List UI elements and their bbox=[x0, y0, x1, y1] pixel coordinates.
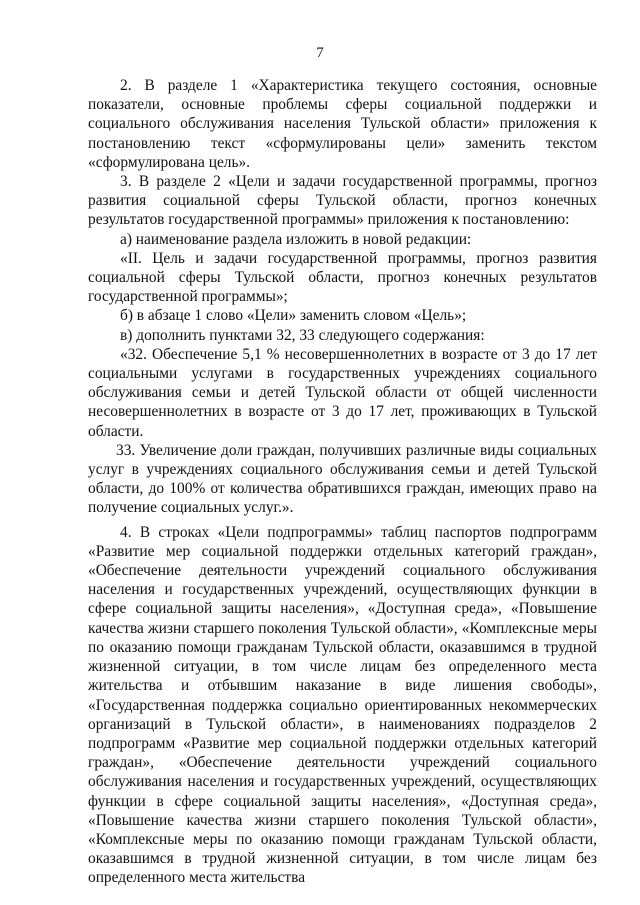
paragraph-point-32: «32. Обеспечение 5,1 % несовершеннолетних в возрасте от 3 до 17 лет социальными услугами в государственных учреждениях социального обслуживания семьи и детей Тульской области от общей численности несовершеннолетних в возрасте от 3 до 17 лет, проживающих в Тульской области. bbox=[88, 345, 597, 440]
paragraph-item-4: 4. В строках «Цели подпрограммы» таблиц паспортов подпрограмм «Развитие мер социальной поддержки отдельных категорий граждан», «Обеспечение деятельности учреждений социального обслуживания населения и государственных учреждений, осуществляющих функции в сфере социальной защиты населения», «Доступная среда», «Повышение качества жизни старшего поколения Тульской области», «Комплексные меры по оказанию помощи гражданам Тульской области, оказавшимся в трудной жизненной ситуации, в том числе лицам без определенного места жительства и отбывшим наказание в виде лишения свободы», «Государственная поддержка социально ориентированных некоммерческих организаций в Тульской области», в наименованиях подразделов 2 подпрограмм «Развитие мер социальной поддержки отдельных категорий граждан», «Обеспечение деятельности учреждений социального обслуживания населения и государственных учреждений, осуществляющих функции в сфере социальной защиты населения», «Доступная среда», «Повышение качества жизни старшего поколения Тульской области», «Комплексные меры по оказанию помощи гражданам Тульской области, оказавшимся в трудной жизненной ситуации, в том числе лицам без определенного места жительства bbox=[88, 523, 597, 887]
page-number: 7 bbox=[316, 45, 324, 61]
paragraph-new-title: «II. Цель и задачи государственной программы, прогноз развития социальной сферы Тульской области, прогноз конечных результатов государственной программы»; bbox=[88, 249, 597, 306]
paragraph-subitem-a: а) наименование раздела изложить в новой редакции: bbox=[120, 230, 472, 248]
document-body bbox=[88, 76, 597, 888]
paragraph-item-3: 3. В разделе 2 «Цели и задачи государственной программы, прогноз развития социальной сферы Тульской области, прогноз конечных результатов государственной программы» приложения к постановлению: bbox=[88, 173, 597, 229]
paragraph-subitem-v: в) дополнить пунктами 32, 33 следующего содержания: bbox=[120, 326, 485, 344]
paragraph-item-2: 2. В разделе 1 «Характеристика текущего состояния, основные показатели, основные проблемы сферы социальной поддержки и социального обслуживания населения Тульской области» приложения к постановлению текст «сформулированы цели» заменить текстом «сформулирована цель». bbox=[88, 77, 597, 171]
paragraph-point-33: 33. Увеличение доли граждан, получивших различные виды социальных услуг в учреждениях социального обслуживания семьи и детей Тульской области, до 100% от количества обратившихся граждан, имеющих право на получение социальных услуг.». bbox=[88, 441, 597, 517]
paragraph-subitem-b: б) в абзаце 1 слово «Цели» заменить словом «Цель»; bbox=[120, 307, 467, 325]
